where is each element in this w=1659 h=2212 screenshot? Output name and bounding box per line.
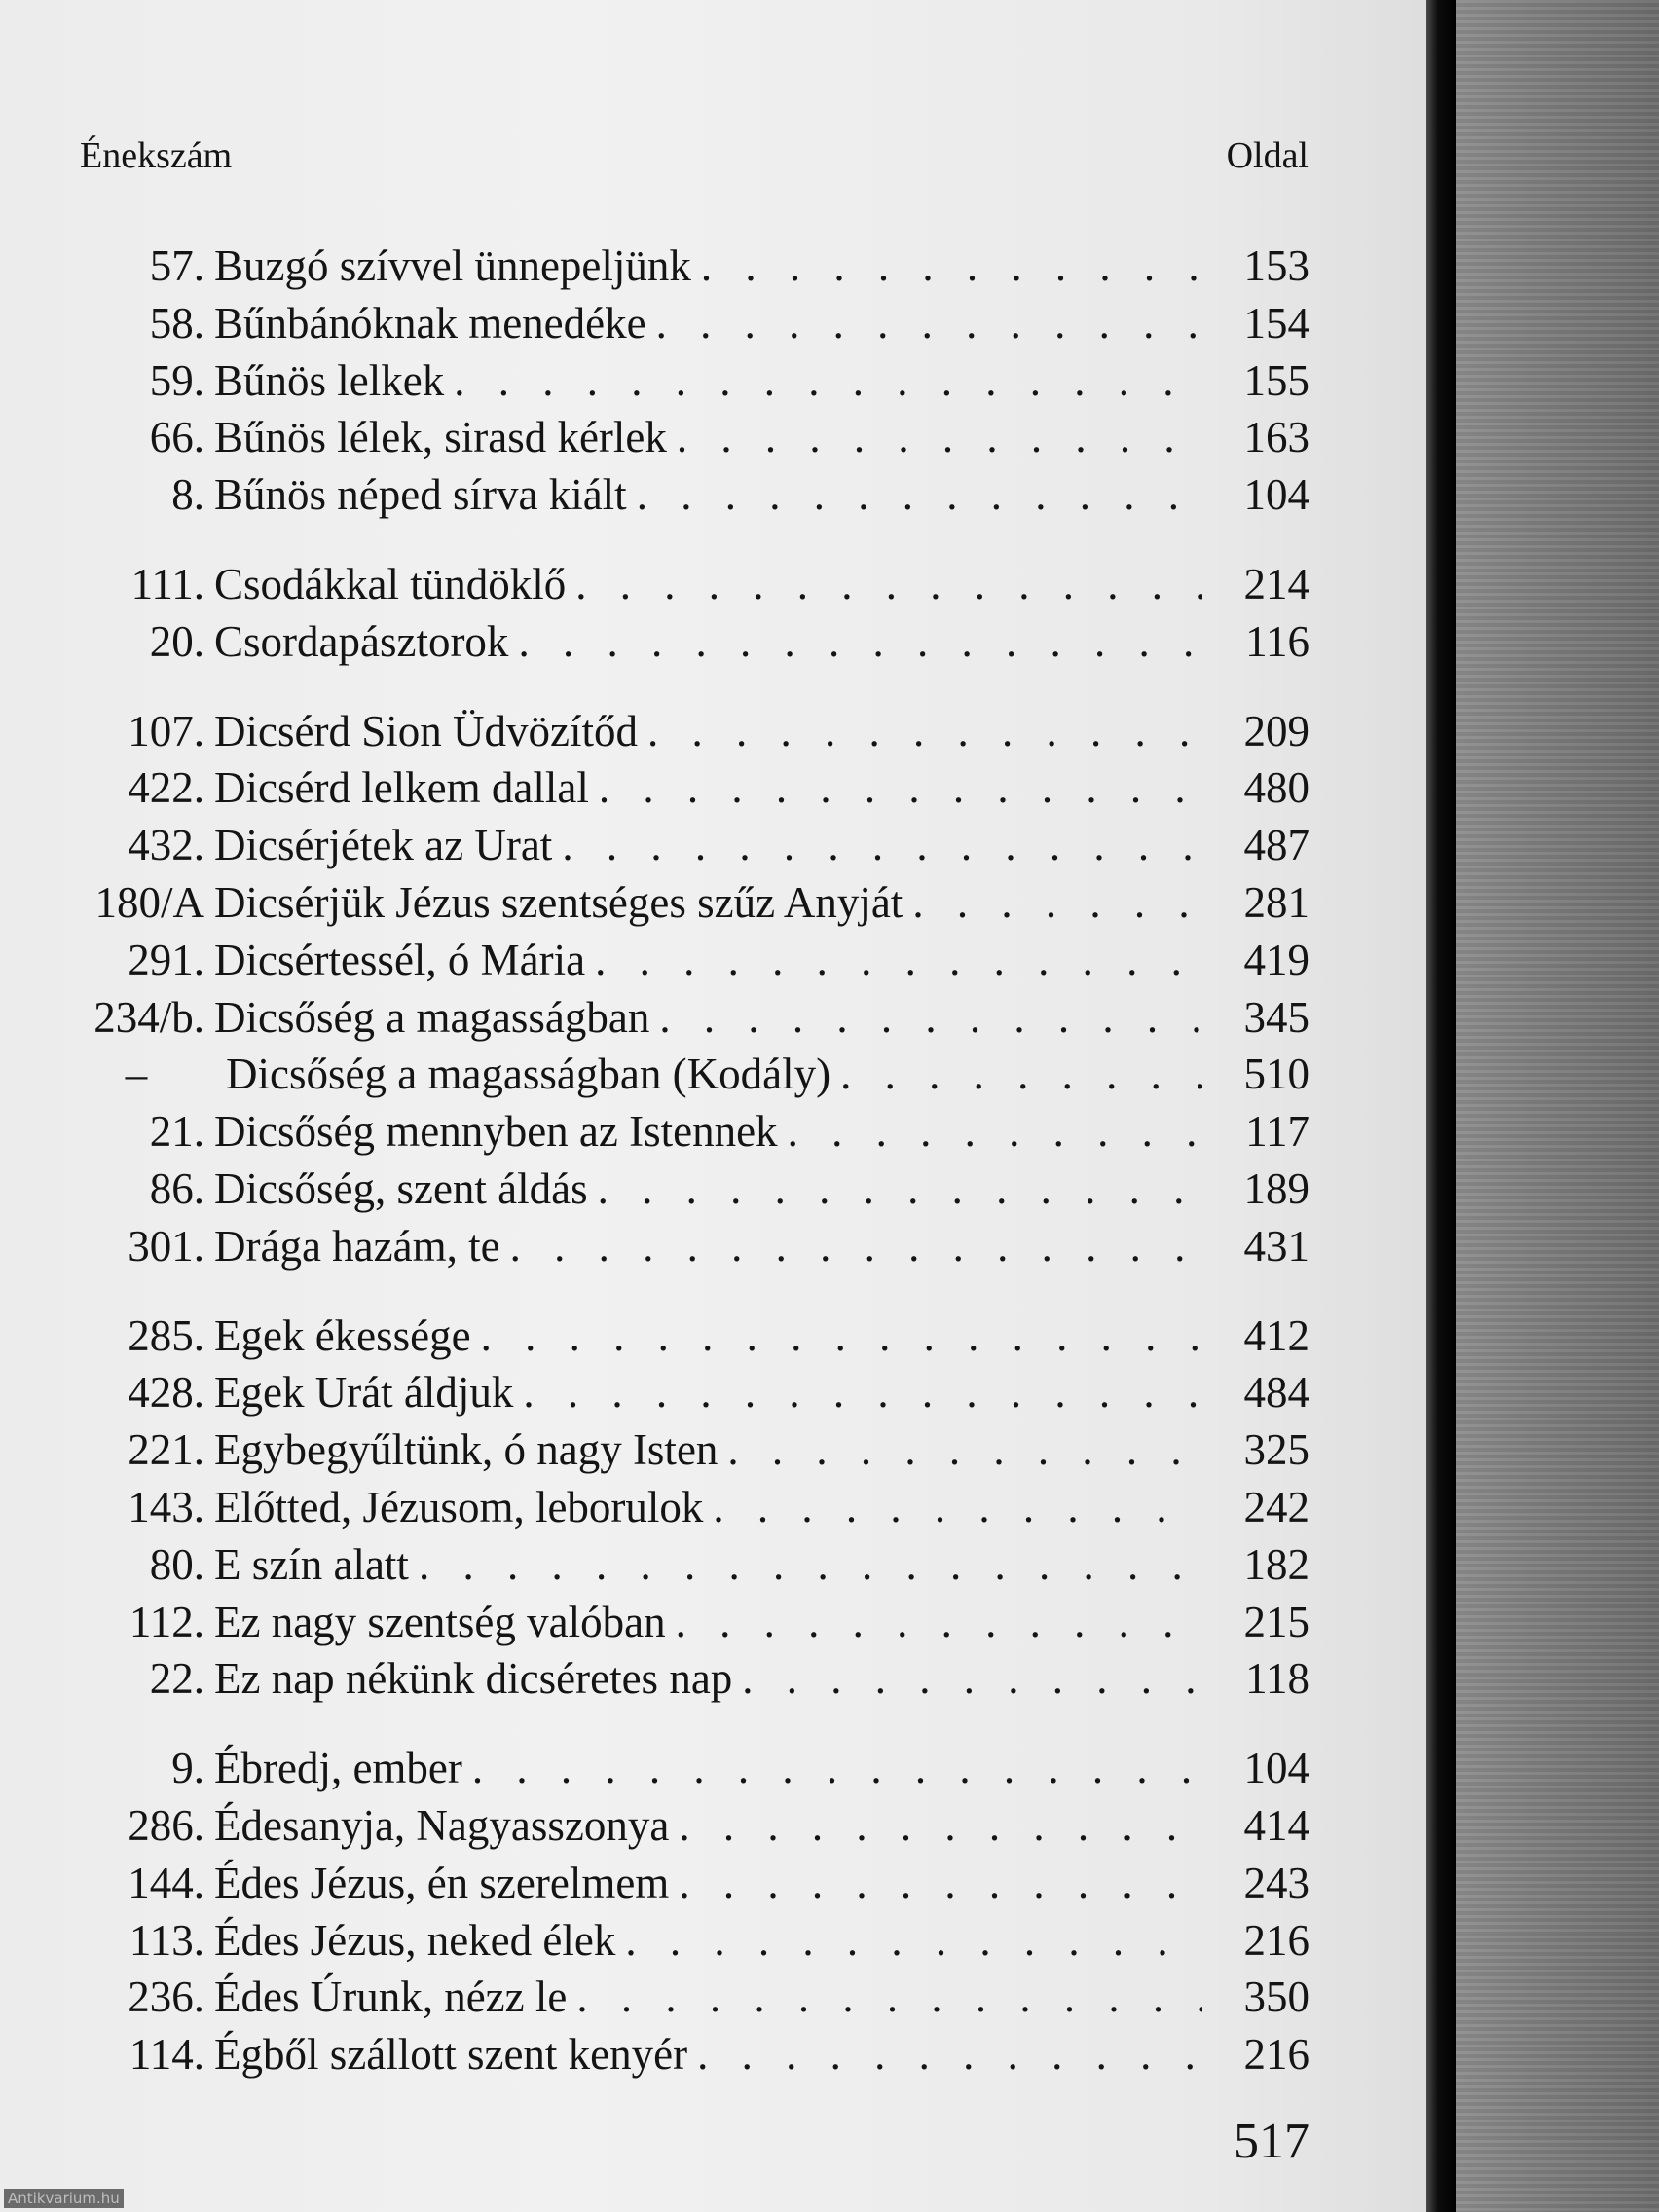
dot-leader <box>481 1308 1202 1365</box>
hymn-title: Dicsérjük Jézus szentséges szűz Anyját <box>214 877 903 927</box>
index-entry <box>68 409 1309 466</box>
background-surface <box>1456 0 1659 2212</box>
hymn-title: Dicsérd lelkem dallal <box>214 763 589 813</box>
page-reference: 345 <box>1243 992 1309 1042</box>
index-entry <box>68 759 1309 817</box>
dot-leader <box>697 2026 1202 2083</box>
page-reference: 281 <box>1243 877 1309 927</box>
hymn-number: 285. <box>128 1310 204 1360</box>
hymn-number: 114. <box>129 2030 204 2080</box>
dot-leader <box>576 1969 1202 2026</box>
hymn-title: Dicsőség a magasságban <box>214 992 650 1042</box>
index-entry <box>68 1740 1309 1797</box>
hymn-title: Dicsőség a magasságban (Kodály) <box>226 1050 831 1099</box>
dot-leader <box>518 613 1202 671</box>
hymn-number: 422. <box>128 763 204 813</box>
page-number: 517 <box>1234 2114 1309 2169</box>
hymn-number: 57. <box>149 241 204 290</box>
dot-leader <box>454 352 1202 410</box>
index-entry <box>68 874 1309 932</box>
dot-leader <box>562 817 1202 874</box>
hymn-title: Dicsőség, szent áldás <box>214 1163 588 1213</box>
page-reference: 118 <box>1245 1654 1309 1704</box>
dot-leader <box>625 1912 1202 1970</box>
hymn-title: Dicsérd Sion Üdvözítőd <box>214 706 638 756</box>
index-entry <box>68 2026 1309 2083</box>
dot-leader <box>912 874 1202 932</box>
page-reference: 153 <box>1243 241 1309 290</box>
dot-leader <box>742 1650 1202 1708</box>
dot-leader <box>679 1855 1202 1912</box>
hymn-title: Édes Jézus, én szerelmem <box>214 1858 670 1907</box>
hymn-number: 59. <box>149 355 204 405</box>
hymn-title: Ez nagy szentség valóban <box>214 1597 666 1646</box>
index-entry <box>68 1969 1309 2026</box>
index-entry <box>68 1594 1309 1651</box>
page-reference: 325 <box>1243 1425 1309 1475</box>
hymn-number: 286. <box>128 1800 204 1850</box>
hymn-title: Bűnbánóknak menedéke <box>214 298 646 348</box>
index-entry <box>68 1103 1309 1161</box>
hymn-number: 21. <box>149 1107 204 1157</box>
hymn-number: 20. <box>149 616 204 666</box>
hymn-number: 144. <box>128 1858 204 1907</box>
page-reference: 215 <box>1243 1597 1309 1646</box>
page-reference: 216 <box>1243 2030 1309 2080</box>
index-entry <box>68 466 1309 524</box>
hymn-number: 111. <box>130 559 204 608</box>
hymn-number: 9. <box>171 1744 204 1793</box>
hymn-title: Ez nap nékünk dicséretes nap <box>214 1654 733 1704</box>
dot-leader <box>679 1797 1202 1855</box>
page-reference: 163 <box>1243 413 1309 462</box>
hymn-number: – <box>125 1050 148 1099</box>
page-reference: 412 <box>1243 1310 1309 1360</box>
index-entry <box>68 613 1309 671</box>
hymn-title: Édesanyja, Nagyasszonya <box>214 1800 670 1850</box>
hymn-number: 432. <box>128 821 204 870</box>
page-reference: 189 <box>1243 1163 1309 1213</box>
hymn-number: 236. <box>128 1972 204 2022</box>
page-reference: 510 <box>1243 1050 1309 1099</box>
page-reference: 350 <box>1243 1972 1309 2022</box>
dot-leader <box>472 1740 1202 1797</box>
page-reference: 243 <box>1243 1858 1309 1907</box>
hymn-number: 428. <box>128 1368 204 1418</box>
index-entry <box>68 1308 1309 1365</box>
hymn-number: 143. <box>128 1482 204 1531</box>
dot-leader <box>599 759 1202 817</box>
dot-leader <box>510 1218 1202 1275</box>
header-page: Oldal <box>1226 135 1309 176</box>
index-entry <box>68 295 1309 352</box>
dot-leader <box>575 556 1202 613</box>
book-spine-shadow <box>1426 0 1456 2212</box>
dot-leader <box>788 1103 1202 1161</box>
index-entry <box>68 1650 1309 1708</box>
dot-leader <box>647 703 1202 760</box>
hymn-number: 113. <box>129 1915 204 1965</box>
dot-leader <box>419 1536 1202 1594</box>
hymn-number: 112. <box>129 1597 204 1646</box>
page-reference: 214 <box>1243 559 1309 608</box>
index-entry <box>68 352 1309 410</box>
page-reference: 155 <box>1243 355 1309 405</box>
hymn-number: 8. <box>171 470 204 520</box>
dot-leader <box>595 932 1202 989</box>
page-reference: 484 <box>1243 1368 1309 1418</box>
dot-leader <box>656 295 1202 352</box>
page-reference: 480 <box>1243 763 1309 813</box>
hymn-number: 80. <box>149 1539 204 1589</box>
dot-leader <box>637 466 1202 524</box>
hymn-index-list <box>68 238 1309 2083</box>
index-entry <box>68 1421 1309 1479</box>
hymn-title: Édes Jézus, neked élek <box>214 1915 616 1965</box>
hymn-title: Egybegyűltünk, ó nagy Isten <box>214 1425 719 1475</box>
hymn-title: Dicsértessél, ó Mária <box>214 935 586 984</box>
page-reference: 431 <box>1243 1221 1309 1271</box>
hymn-title: Bűnös lelkek <box>214 355 445 405</box>
index-entry <box>68 932 1309 989</box>
dot-leader <box>701 238 1202 295</box>
hymn-title: Csordapásztorok <box>214 616 509 666</box>
dot-leader <box>659 989 1202 1047</box>
hymn-title: Egek ékessége <box>214 1310 471 1360</box>
hymn-number: 234/b. <box>93 992 204 1042</box>
hymn-title: Bűnös lélek, sirasd kérlek <box>214 413 667 462</box>
page-reference: 116 <box>1245 616 1309 666</box>
page-reference: 419 <box>1243 935 1309 984</box>
page-reference: 117 <box>1245 1107 1309 1157</box>
page-reference: 104 <box>1243 470 1309 520</box>
hymn-title: Egek Urát áldjuk <box>214 1368 514 1418</box>
index-entry <box>68 1536 1309 1594</box>
dot-leader <box>677 409 1202 466</box>
hymn-number: 301. <box>128 1221 204 1271</box>
hymn-title: Égből szállott szent kenyér <box>214 2030 688 2080</box>
index-entry <box>68 556 1309 613</box>
hymn-number: 86. <box>149 1163 204 1213</box>
hymn-title: Bűnös néped sírva kiált <box>214 470 627 520</box>
page-reference: 487 <box>1243 821 1309 870</box>
index-entry <box>68 238 1309 295</box>
index-entry <box>68 703 1309 760</box>
hymn-number: 107. <box>128 706 204 756</box>
hymn-title: Buzgó szívvel ünnepeljünk <box>214 241 691 290</box>
dot-leader <box>727 1421 1202 1479</box>
hymn-title: Dicsőség mennyben az Istennek <box>214 1107 778 1157</box>
index-entry <box>68 1855 1309 1912</box>
header-hymn-number: Énekszám <box>80 135 233 176</box>
page-reference: 209 <box>1243 706 1309 756</box>
column-header <box>80 134 1309 177</box>
hymn-number: 22. <box>149 1654 204 1704</box>
index-entry <box>68 1046 1309 1103</box>
hymn-number: 291. <box>128 935 204 984</box>
index-entry <box>68 1161 1309 1218</box>
hymn-title: Ébredj, ember <box>214 1744 462 1793</box>
index-entry <box>68 817 1309 874</box>
page-reference: 242 <box>1243 1482 1309 1531</box>
dot-leader <box>598 1161 1202 1218</box>
page-reference: 216 <box>1243 1915 1309 1965</box>
dot-leader <box>676 1594 1202 1651</box>
index-entry <box>68 1797 1309 1855</box>
hymn-title: Drága hazám, te <box>214 1221 500 1271</box>
hymn-number: 180/A <box>94 877 204 927</box>
dot-leader <box>523 1364 1202 1421</box>
hymn-number: 58. <box>149 298 204 348</box>
page-reference: 154 <box>1243 298 1309 348</box>
page-reference: 182 <box>1243 1539 1309 1589</box>
index-entry <box>68 1218 1309 1275</box>
index-entry <box>68 989 1309 1047</box>
index-entry <box>68 1479 1309 1536</box>
index-entry <box>68 1364 1309 1421</box>
hymn-title: Édes Úrunk, nézz le <box>214 1972 568 2022</box>
hymn-title: Csodákkal tündöklő <box>214 559 567 608</box>
hymn-title: Dicsérjétek az Urat <box>214 821 553 870</box>
hymn-number: 66. <box>149 413 204 462</box>
watermark: Antikvarium.hu <box>4 2189 124 2208</box>
hymn-title: Előtted, Jézusom, leborulok <box>214 1482 704 1531</box>
dot-leader <box>840 1046 1202 1103</box>
page-reference: 104 <box>1243 1744 1309 1793</box>
hymn-title: E szín alatt <box>214 1539 409 1589</box>
page-reference: 414 <box>1243 1800 1309 1850</box>
index-entry <box>68 1912 1309 1970</box>
dot-leader <box>713 1479 1202 1536</box>
hymn-number: 221. <box>128 1425 204 1475</box>
